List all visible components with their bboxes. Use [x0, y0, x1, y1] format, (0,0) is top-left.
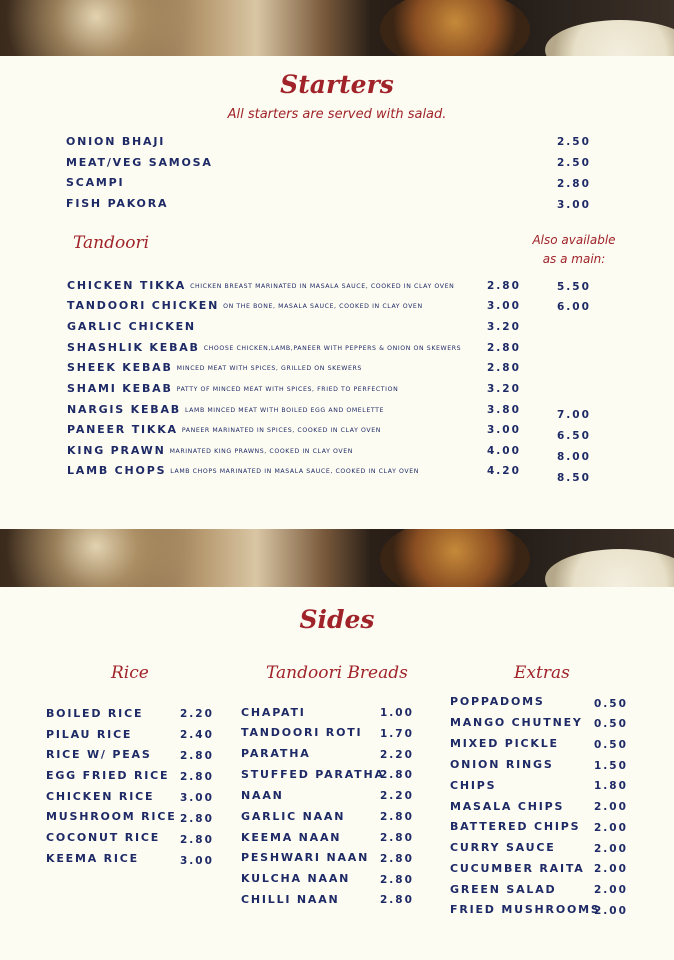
list-item: GARLIC NAAN: [241, 810, 346, 823]
list-item: KEEMA NAAN: [241, 831, 342, 844]
list-item: PILAU RICE: [46, 728, 133, 741]
item-price: 0.50: [594, 739, 628, 751]
main-price: 7.00: [557, 409, 591, 421]
main-price: 6.00: [557, 301, 591, 313]
list-item: [67, 464, 419, 477]
list-item: [67, 403, 384, 416]
item-price: 1.50: [594, 760, 628, 772]
item-price: 2.80: [180, 750, 214, 762]
middle-food-banner: [0, 529, 674, 587]
item-price: 3.00: [487, 424, 521, 436]
item-price: 2.80: [380, 853, 414, 865]
item-price: 2.40: [180, 729, 214, 741]
item-description: LAMB CHOPS MARINATED IN MASALA SAUCE, COOKED IN CLAY OVEN: [170, 468, 419, 475]
list-item: CHICKEN RICE: [46, 790, 155, 803]
item-price: 0.50: [594, 698, 628, 710]
list-item: [67, 341, 461, 354]
starters-subtitle: All starters are served with salad.: [227, 107, 447, 122]
item-description: LAMB MINCED MEAT WITH BOILED EGG AND OMELETTE: [184, 407, 385, 414]
list-item: CURRY SAUCE: [450, 841, 556, 854]
item-price: 2.80: [380, 874, 414, 886]
list-item: MEAT/VEG SAMOSA: [66, 156, 213, 169]
note-line-2: as a main:: [542, 252, 606, 266]
item-name: PANEER TIKKA: [67, 423, 178, 436]
list-item: ONION BHAJI: [66, 135, 166, 148]
item-price: 2.20: [380, 790, 414, 802]
item-name: TANDOORI CHICKEN: [67, 299, 220, 312]
item-price: 2.80: [180, 813, 214, 825]
list-item: MIXED PICKLE: [450, 737, 559, 750]
list-item: RICE W/ PEAS: [46, 748, 152, 761]
item-price: 2.80: [380, 769, 414, 781]
list-item: GREEN SALAD: [450, 883, 557, 896]
list-item: BATTERED CHIPS: [450, 820, 581, 833]
list-item: [67, 444, 353, 457]
starters-title: Starters: [280, 70, 394, 99]
item-price: 3.20: [487, 321, 521, 333]
list-item: CUCUMBER RAITA: [450, 862, 585, 875]
item-price: 2.20: [380, 749, 414, 761]
item-name: SHAMI KEBAB: [67, 382, 173, 395]
list-item: [67, 279, 454, 292]
list-item: [67, 382, 398, 395]
list-item: EGG FRIED RICE: [46, 769, 170, 782]
item-price: 2.20: [180, 708, 214, 720]
list-item: [67, 361, 362, 374]
item-price: 2.80: [487, 362, 521, 374]
item-price: 4.20: [487, 465, 521, 477]
item-name: LAMB CHOPS: [67, 464, 167, 477]
sides-title: Sides: [299, 605, 375, 634]
item-price: 2.00: [594, 905, 628, 917]
main-availability-note: [524, 231, 624, 269]
item-price: 2.00: [594, 884, 628, 896]
list-item: POPPADOMS: [450, 695, 545, 708]
list-item: TANDOORI ROTI: [241, 726, 363, 739]
list-item: MANGO CHUTNEY: [450, 716, 583, 729]
main-price: 8.50: [557, 472, 591, 484]
tandoori-heading: Tandoori: [73, 233, 150, 253]
item-price: 3.00: [487, 300, 521, 312]
list-item: MUSHROOM RICE: [46, 810, 177, 823]
item-price: 1.00: [380, 707, 414, 719]
main-price: 6.50: [557, 430, 591, 442]
item-description: MINCED MEAT WITH SPICES, GRILLED ON SKEWERS: [176, 365, 362, 372]
item-price: 2.00: [594, 863, 628, 875]
item-price: 4.00: [487, 445, 521, 457]
item-price: 2.80: [380, 894, 414, 906]
list-item: [67, 423, 381, 436]
list-item: SCAMPI: [66, 176, 125, 189]
item-name: CHICKEN TIKKA: [67, 279, 187, 292]
list-item: CHAPATI: [241, 706, 306, 719]
list-item: STUFFED PARATHA: [241, 768, 385, 781]
item-price: 1.70: [380, 728, 414, 740]
main-price: 8.00: [557, 451, 591, 463]
item-price: 3.00: [557, 199, 591, 211]
top-food-banner: [0, 0, 674, 56]
item-price: 2.00: [594, 843, 628, 855]
main-price: 5.50: [557, 281, 591, 293]
item-price: 2.00: [594, 801, 628, 813]
item-description: CHOOSE CHICKEN,LAMB,PANEER WITH PEPPERS & ONION ON SKEWERS: [203, 345, 462, 352]
list-item: ONION RINGS: [450, 758, 554, 771]
item-name: GARLIC CHICKEN: [67, 320, 196, 333]
list-item: PESHWARI NAAN: [241, 851, 370, 864]
item-price: 3.80: [487, 404, 521, 416]
item-price: 2.80: [380, 832, 414, 844]
item-name: SHEEK KEBAB: [67, 361, 173, 374]
list-item: FISH PAKORA: [66, 197, 169, 210]
item-price: 3.00: [180, 792, 214, 804]
item-price: 2.00: [594, 822, 628, 834]
item-price: 3.20: [487, 383, 521, 395]
list-item: COCONUT RICE: [46, 831, 161, 844]
item-name: NARGIS KEBAB: [67, 403, 181, 416]
item-price: 1.80: [594, 780, 628, 792]
item-description: CHICKEN BREAST MARINATED IN MASALA SAUCE, COOKED IN CLAY OVEN: [190, 283, 455, 290]
list-item: CHILLI NAAN: [241, 893, 340, 906]
item-price: 2.80: [487, 280, 521, 292]
list-item: BOILED RICE: [46, 707, 144, 720]
item-price: 3.00: [180, 855, 214, 867]
item-description: PATTY OF MINCED MEAT WITH SPICES, FRIED TO PERFECTION: [176, 386, 399, 393]
item-price: 2.80: [380, 811, 414, 823]
item-price: 2.50: [557, 157, 591, 169]
item-price: 2.80: [180, 834, 214, 846]
list-item: KULCHA NAAN: [241, 872, 351, 885]
list-item: PARATHA: [241, 747, 311, 760]
note-line-1: Also available: [532, 233, 616, 247]
list-item: [67, 299, 423, 312]
item-price: 2.80: [557, 178, 591, 190]
item-description: PANEER MARINATED IN SPICES, COOKED IN CLAY OVEN: [181, 427, 381, 434]
list-item: MASALA CHIPS: [450, 800, 565, 813]
rice-heading: Rice: [111, 663, 149, 683]
item-price: 0.50: [594, 718, 628, 730]
item-price: 2.80: [180, 771, 214, 783]
item-description: MARINATED KING PRAWNS, COOKED IN CLAY OVEN: [169, 448, 353, 455]
list-item: KEEMA RICE: [46, 852, 139, 865]
list-item: NAAN: [241, 789, 284, 802]
item-price: 2.80: [487, 342, 521, 354]
list-item: CHIPS: [450, 779, 497, 792]
list-item: FRIED MUSHROOMS: [450, 903, 601, 916]
extras-heading: Extras: [514, 663, 570, 683]
item-name: SHASHLIK KEBAB: [67, 341, 200, 354]
item-name: KING PRAWN: [67, 444, 166, 457]
list-item: [67, 320, 196, 333]
breads-heading: Tandoori Breads: [266, 663, 408, 683]
item-description: ON THE BONE, MASALA SAUCE, COOKED IN CLAY OVEN: [223, 303, 423, 310]
item-price: 2.50: [557, 136, 591, 148]
